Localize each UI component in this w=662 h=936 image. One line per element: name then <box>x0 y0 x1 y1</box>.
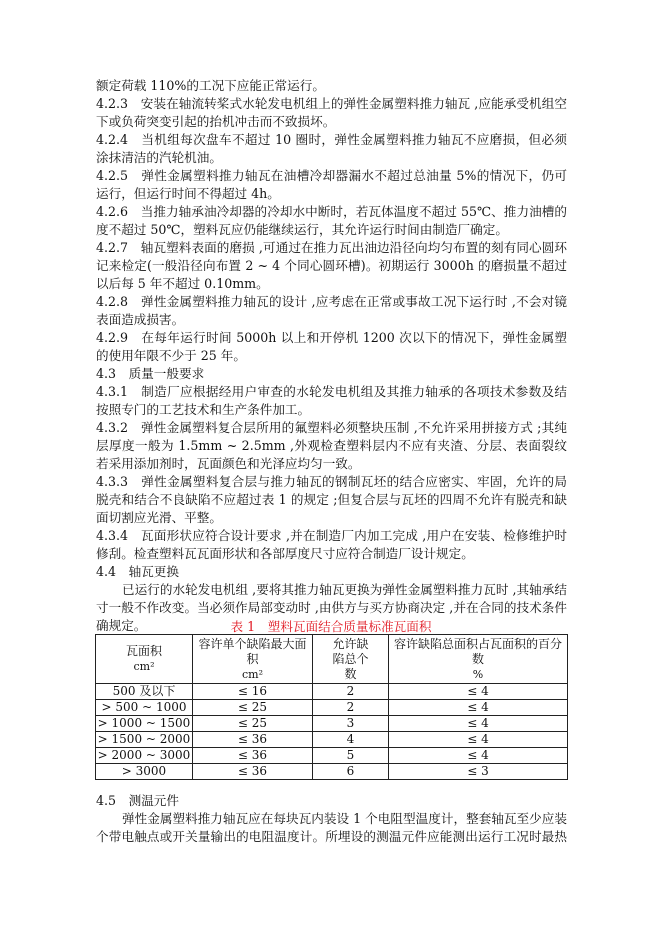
header-defect-count: 允许缺陷总个数 <box>313 635 389 684</box>
text-line: 以后每 5 年不超过 0.10mm。 <box>96 276 269 291</box>
cell-defect-count: 3 <box>313 716 389 732</box>
text-line: 个带电触点或开关量输出的电阻温度计。所埋设的测温元件应能测出运行工况时最热 <box>96 829 567 844</box>
cell-defect-percent: ≤ 3 <box>389 764 568 780</box>
text-line: 4.4 轴瓦更换 <box>96 564 179 579</box>
text-line: 4.2.4 当机组每次盘车不超过 10 圈时，弹性金属塑料推力轴瓦不应磨损，但必须 <box>96 132 567 147</box>
text-line: 确规定。 <box>96 618 147 633</box>
text-line: 记来检定(一般沿径向布置 2 ~ 4 个同心圆环槽)。初期运行 3000h 的磨损量不超过 <box>96 258 567 273</box>
cell-max-single-defect: ≤ 36 <box>193 732 313 748</box>
text-line: 4.3.3 弹性金属塑料复合层与推力轴瓦的钢制瓦坯的结合应密实、牢固，允许的局 <box>96 474 567 489</box>
cell-max-single-defect: ≤ 36 <box>193 748 313 764</box>
table-row <box>96 764 568 780</box>
table-title: 表 1 塑料瓦面结合质量标准瓦面积 <box>230 619 432 634</box>
text-line: 若采用添加剂时，瓦面颜色和光泽应均匀一致。 <box>96 456 361 471</box>
cell-area: > 500 ~ 1000 <box>96 700 193 716</box>
text-line: 4.2.7 轴瓦塑料表面的磨损 ,可通过在推力瓦出油边沿径向均匀布置的刻有同心圆环 <box>96 240 567 255</box>
text-line: 已运行的水轮发电机组 ,要将其推力轴瓦更换为弹性金属塑料推力瓦时 ,其轴承结 <box>122 582 567 597</box>
table-row <box>96 716 568 732</box>
cell-defect-count: 5 <box>313 748 389 764</box>
header-max-single-defect: 容许单个缺陷最大面积 cm² <box>193 635 313 684</box>
text-line: 修刮。检查塑料瓦瓦面形状和各部厚度尺寸应符合制造厂设计规定。 <box>96 546 474 561</box>
text-line: 度不超过 50℃，塑料瓦应仍能继续运行，其允许运行时间由制造厂确定。 <box>96 222 508 237</box>
body-text-upper <box>96 77 567 635</box>
text-line: 涂抹清洁的汽轮机油。 <box>96 150 222 165</box>
cell-area: > 3000 <box>96 764 193 780</box>
cell-defect-count: 2 <box>313 684 389 700</box>
text-line: 4.3.4 瓦面形状应符合设计要求 ,并在制造厂内加工完成 ,用户在安装、检修维护时 <box>96 528 567 543</box>
text-line: 4.3 质量一般要求 <box>96 366 205 381</box>
cell-defect-count: 6 <box>313 764 389 780</box>
cell-max-single-defect: ≤ 25 <box>193 716 313 732</box>
cell-defect-count: 4 <box>313 732 389 748</box>
text-line: 弹性金属塑料推力轴瓦应在每块瓦内装设 1 个电阻型温度计，整套轴瓦至少应装 <box>122 811 567 826</box>
text-line: 脱壳和结合不良缺陷不应超过表 1 的规定 ;但复合层与瓦坯的四周不允许有脱壳和缺 <box>96 492 567 507</box>
text-line: 寸一般不作改变。当必须作局部变动时 ,由供方与买方协商决定 ,并在合同的技术条件 <box>96 600 567 615</box>
cell-defect-percent: ≤ 4 <box>389 684 568 700</box>
table-header-row <box>96 635 568 684</box>
text-line: 4.2.5 弹性金属塑料推力轴瓦在油槽冷却器漏水不超过总油量 5%的情况下，仍可 <box>96 168 567 183</box>
table-row <box>96 748 568 764</box>
quality-standard-table <box>95 634 568 780</box>
cell-defect-percent: ≤ 4 <box>389 716 568 732</box>
cell-area: > 1500 ~ 2000 <box>96 732 193 748</box>
cell-area: > 2000 ~ 3000 <box>96 748 193 764</box>
text-line: 层厚度一般为 1.5mm ~ 2.5mm ,外观检查塑料层内不应有夹渣、分层、表面裂纹 <box>96 438 567 453</box>
text-line: 4.2.9 在每年运行时间 5000h 以上和开停机 1200 次以下的情况下，弹性金属塑 <box>96 330 567 345</box>
text-line: 表面造成损害。 <box>96 312 185 327</box>
cell-defect-percent: ≤ 4 <box>389 732 568 748</box>
table-row <box>96 732 568 748</box>
table-row <box>96 700 568 716</box>
text-line: 4.3.2 弹性金属塑料复合层所用的氟塑料必须整块压制 ,不允许采用拼接方式 ;其纯 <box>96 420 567 435</box>
cell-area: > 1000 ~ 1500 <box>96 716 193 732</box>
text-line: 按照专门的工艺技术和生产条件加工。 <box>96 402 311 417</box>
text-line: 4.2.3 安装在轴流转桨式水轮发电机组上的弹性金属塑料推力轴瓦 ,应能承受机组空 <box>96 96 567 111</box>
text-line: 下或负荷突变引起的抬机冲击而不致损坏。 <box>96 114 336 129</box>
text-line: 4.2.8 弹性金属塑料推力轴瓦的设计 ,应考虑在正常或事故工况下运行时 ,不会对镜 <box>96 294 567 309</box>
table-row <box>96 684 568 700</box>
header-defect-percent: 容许缺陷总面积占瓦面积的百分数 % <box>389 635 568 684</box>
cell-defect-percent: ≤ 4 <box>389 748 568 764</box>
body-text-lower <box>96 792 567 846</box>
text-line: 额定荷载 110%的工况下应能正常运行。 <box>96 78 325 93</box>
text-line: 面切割应光滑、平整。 <box>96 510 222 525</box>
header-area: 瓦面积 cm² <box>96 635 193 684</box>
cell-area: 500 及以下 <box>96 684 193 700</box>
cell-max-single-defect: ≤ 16 <box>193 684 313 700</box>
cell-defect-percent: ≤ 4 <box>389 700 568 716</box>
text-line: 4.5 测温元件 <box>96 793 179 808</box>
text-line: 4.2.6 当推力轴承油冷却器的冷却水中断时，若瓦体温度不超过 55℃、推力油槽的 <box>96 204 567 219</box>
text-line: 运行，但运行时间不得超过 4h。 <box>96 186 280 201</box>
text-line: 的使用年限不少于 25 年。 <box>96 348 246 363</box>
text-line: 4.3.1 制造厂应根据经用户审查的水轮发电机组及其推力轴承的各项技术参数及结 <box>96 384 567 399</box>
cell-max-single-defect: ≤ 36 <box>193 764 313 780</box>
cell-defect-count: 2 <box>313 700 389 716</box>
cell-max-single-defect: ≤ 25 <box>193 700 313 716</box>
